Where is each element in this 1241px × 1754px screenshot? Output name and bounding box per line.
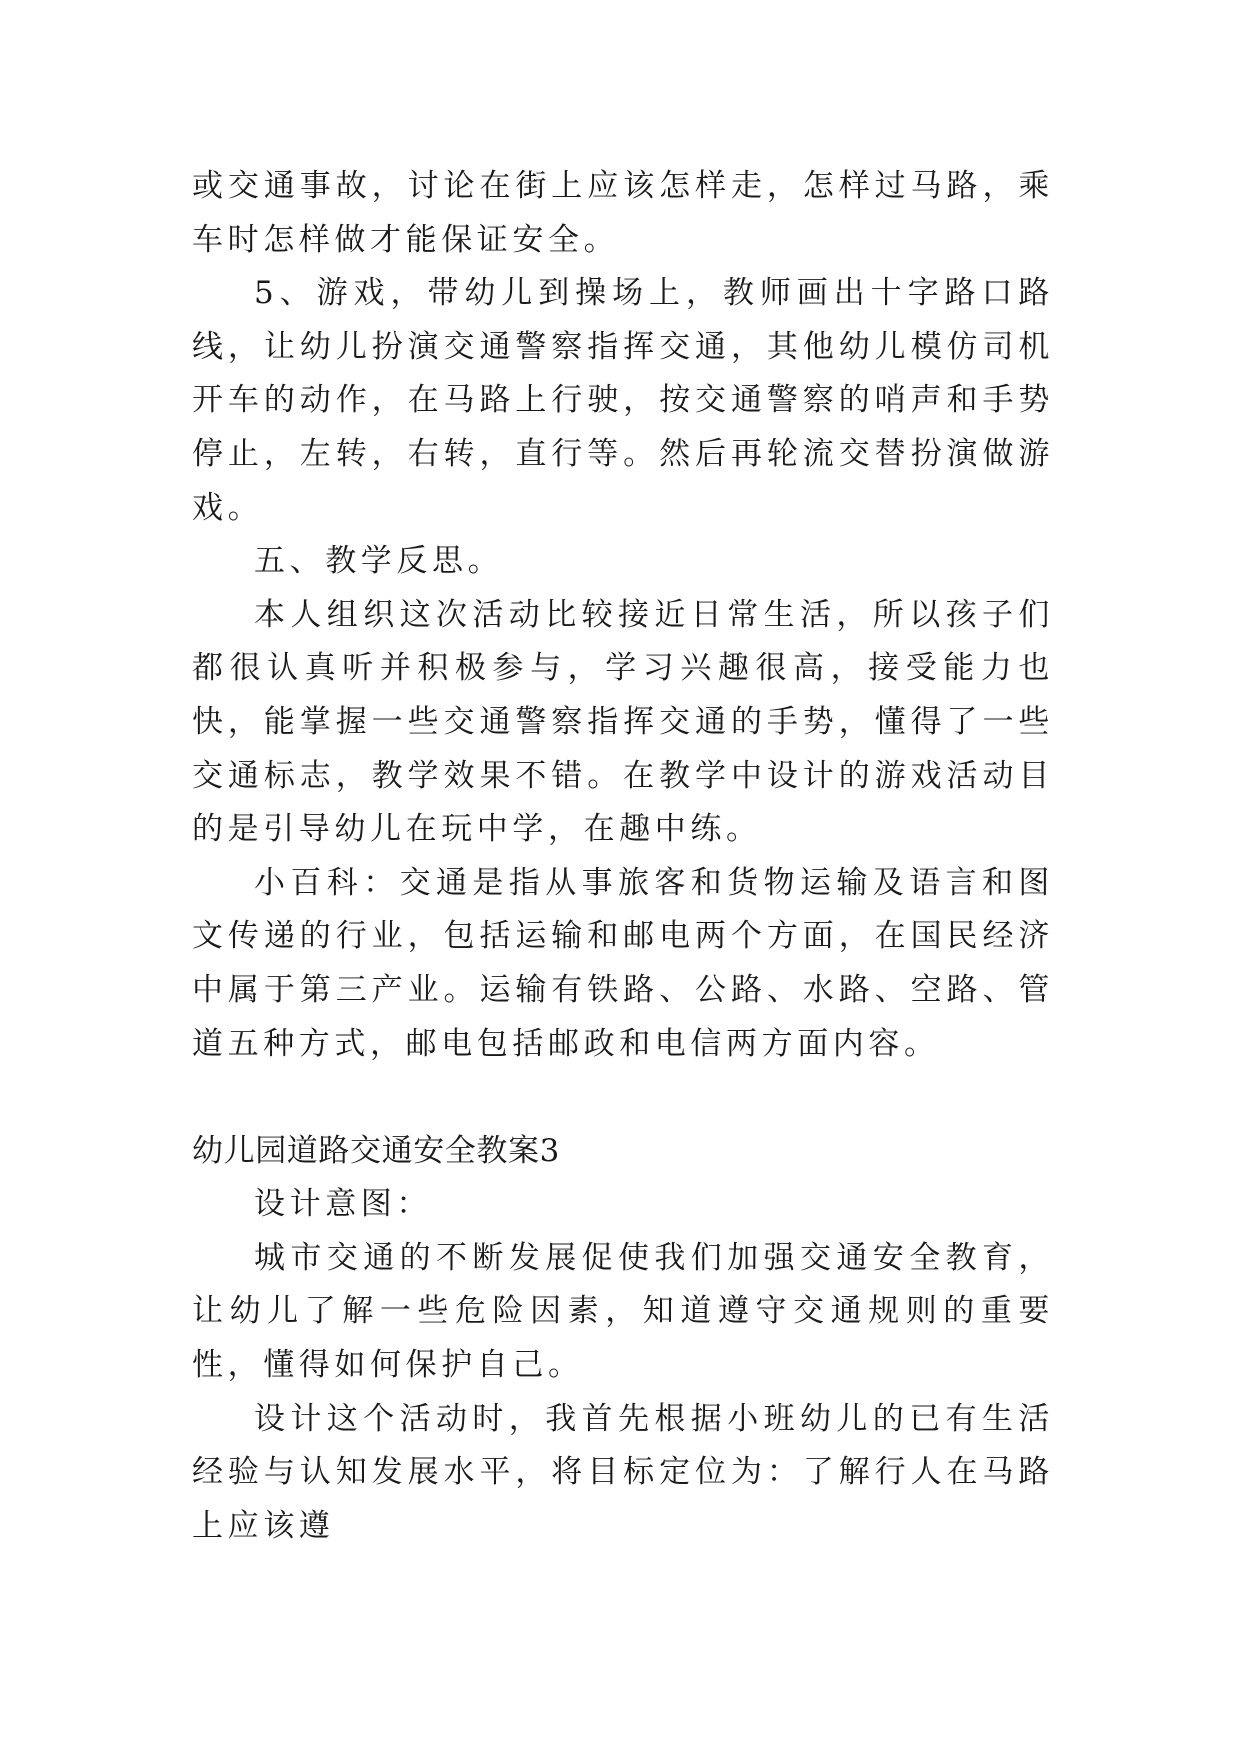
paragraph-continued: 或交通事故，讨论在街上应该怎样走，怎样过马路，乘车时怎样做才能保证安全。 [192,168,1054,258]
design-intent-label: 设计意图： [254,1186,432,1223]
paragraph-encyclopedia: 小百科：交通是指从事旅客和货物运输及语言和图文传递的行业，包括运输和邮电两个方面，在国民经济中属于第三产业。运输有铁路、公路、水路、空路、管道五种方式，邮电包括邮政和电信两方面内容。 [192,864,1054,1062]
lesson-plan-title: 幼儿园道路交通安全教案3 [192,1132,560,1169]
paragraph-gap [192,1071,1054,1125]
paragraph-activity-design: 设计这个活动时，我首先根据小班幼儿的已有生活经验与认知发展水平，将目标定位为：了解行人在马路上应该遵 [192,1400,1054,1544]
paragraph-reflection: 本人组织这次活动比较接近日常生活，所以孩子们都很认真听并积极参与，学习兴趣很高，接受能力也快，能掌握一些交通警察指挥交通的手势，懂得了一些交通标志，教学效果不错。在教学中设计的游戏活动目的是引导幼儿在玩中学，在趣中练。 [192,596,1054,848]
document-body [192,160,1054,1553]
paragraph-design-intent: 城市交通的不断发展促使我们加强交通安全教育，让幼儿了解一些危险因素，知道遵守交通规则的重要性，懂得如何保护自己。 [192,1239,1054,1384]
section-heading-reflection: 五、教学反思。 [254,543,504,580]
paragraph-game-activity: 5、游戏，带幼儿到操场上，教师画出十字路口路线，让幼儿扮演交通警察指挥交通，其他幼儿模仿司机开车的动作，在马路上行驶，按交通警察的哨声和手势停止，左转，右转，直行等。然后再轮流交替扮演做游戏。 [192,275,1054,526]
